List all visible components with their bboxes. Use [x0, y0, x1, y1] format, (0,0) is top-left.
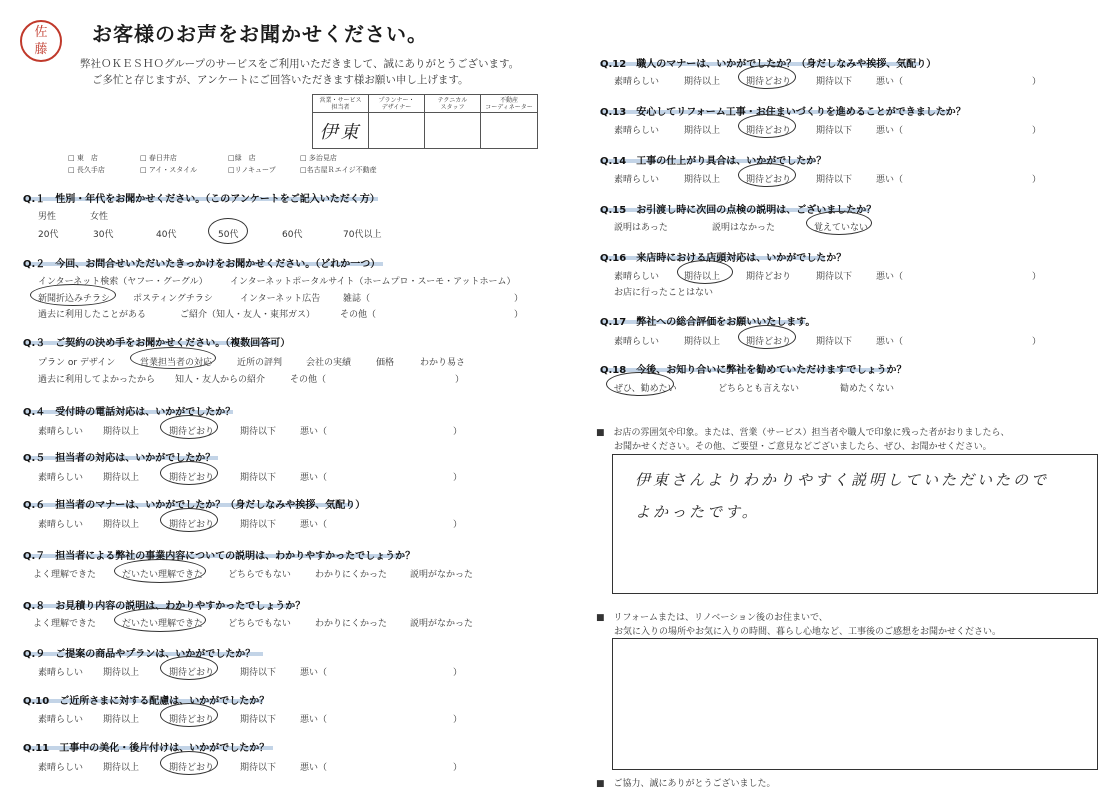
q10-opt-below[interactable]: 期待以下 [240, 715, 277, 725]
q10-opt-great[interactable]: 素晴らしい [38, 715, 84, 725]
q5-opt-expected[interactable]: 期待どおり [169, 473, 215, 483]
q12-opt-bad[interactable]: 悪い（ [876, 77, 904, 87]
q6-opt-above[interactable]: 期待以上 [103, 520, 140, 530]
q10-opt-close: ） [453, 715, 463, 725]
q4-opt-below[interactable]: 期待以下 [240, 427, 277, 437]
q2-portal[interactable]: インターネットポータルサイト（ホームプロ・スーモ・アットホーム） [230, 277, 516, 287]
q3-sales[interactable]: 営業担当者の対応 [140, 358, 213, 368]
q12-opt-above[interactable]: 期待以上 [684, 77, 721, 87]
comment2-prompt-1: ■ リフォームまたは、リノベーション後のお住まいで、 [596, 613, 828, 623]
q5-opt-close: ） [453, 473, 463, 483]
q17-opt-below[interactable]: 期待以下 [816, 337, 853, 347]
q3-selected-circle [130, 347, 216, 369]
q3-reputation[interactable]: 近所の評判 [237, 358, 283, 368]
q14-opt-bad[interactable]: 悪い（ [876, 175, 904, 185]
store-nagoya-r[interactable]: □名古屋Ｒエイジ不動産 [300, 166, 377, 174]
store-kasugai[interactable]: □ 春日井店 [140, 154, 177, 162]
q1-age-20s[interactable]: 20代 [38, 230, 59, 240]
q4-opt-bad[interactable]: 悪い（ [300, 427, 328, 437]
q12-opt-expected[interactable]: 期待どおり [746, 77, 792, 87]
q4-opt-great[interactable]: 素晴らしい [38, 427, 84, 437]
comment2-prompt-2: お気に入りの場所やお気に入りの時間、暮らし心地など、工事後のご感想をお聞かせください。 [614, 627, 1002, 637]
stamp-text: 佐藤 [34, 25, 48, 57]
q10-opt-bad[interactable]: 悪い（ [300, 715, 328, 725]
stamp-seal [20, 20, 62, 62]
q14-selected-circle [738, 163, 796, 187]
q1-age-70s[interactable]: 70代以上 [343, 230, 382, 240]
q12-opt-close: ） [1032, 77, 1042, 87]
q18-opt-neutral[interactable]: どちらとも言えない [718, 384, 800, 394]
q16-opt-never[interactable]: お店に行ったことはない [614, 288, 714, 298]
q15-selected-circle [806, 211, 872, 235]
q14-opt-below[interactable]: 期待以下 [816, 175, 853, 185]
q1-age-60s[interactable]: 60代 [282, 230, 303, 240]
q4-selected-circle [160, 415, 218, 439]
q13-opt-great[interactable]: 素晴らしい [614, 126, 660, 136]
q18-opt-no[interactable]: 勧めたくない [840, 384, 895, 394]
q1-selected-circle [208, 218, 248, 244]
comment1-prompt-1: ■ お店の雰囲気や印象。または、営業（サービス）担当者や職人で印象に残った者がおりましたら、 [596, 428, 1010, 438]
q14-opt-expected[interactable]: 期待どおり [746, 175, 792, 185]
q9-opt-above[interactable]: 期待以上 [103, 668, 140, 678]
sales-staff-name[interactable]: 伊東 [319, 121, 362, 143]
q15-label: Q.15 お引渡し時に次回の点検の説明は、ございましたか？ [600, 205, 877, 216]
q12-opt-great[interactable]: 素晴らしい [614, 77, 660, 87]
q8-opt-hard[interactable]: わかりにくかった [315, 619, 388, 629]
q4-opt-expected[interactable]: 期待どおり [169, 427, 215, 437]
comment1-textarea[interactable] [612, 454, 1098, 594]
q7-selected-circle [114, 559, 206, 583]
q2-other-close: ） [514, 310, 524, 320]
q5-opt-great[interactable]: 素晴らしい [38, 473, 84, 483]
q2-label: Q.２ 今回、お問合せいただいたきっかけをお聞かせください。（どれか一つ） [23, 259, 381, 270]
q11-selected-circle [160, 751, 218, 775]
q12-selected-circle [738, 65, 796, 89]
q3-friend[interactable]: 知人・友人からの紹介 [175, 375, 266, 385]
q2-selected-circle [30, 284, 116, 306]
q9-opt-below[interactable]: 期待以下 [240, 668, 277, 678]
q17-opt-expected[interactable]: 期待どおり [746, 337, 792, 347]
q9-selected-circle [160, 656, 218, 680]
q17-label: Q.17 弊社への総合評価をお願いいたします。 [600, 317, 816, 328]
q15-opt-no[interactable]: 説明はなかった [712, 223, 776, 233]
q7-opt-neutral[interactable]: どちらでもない [228, 570, 291, 580]
q6-opt-bad[interactable]: 悪い（ [300, 520, 328, 530]
q17-opt-great[interactable]: 素晴らしい [614, 337, 660, 347]
q16-selected-circle [677, 260, 733, 284]
q11-opt-close: ） [453, 763, 463, 773]
store-east[interactable]: □ 東 店 [68, 154, 98, 162]
comment1-handwriting-2: よかったです。 [635, 503, 760, 521]
q3-other-close: ） [455, 375, 465, 385]
q11-opt-expected[interactable]: 期待どおり [169, 763, 215, 773]
staff-header-realestate: 不動産 コーディネーター [485, 96, 533, 111]
q13-opt-below[interactable]: 期待以下 [816, 126, 853, 136]
q4-label: Q.４ 受付時の電話対応は、いかがでしたか？ [23, 407, 236, 418]
q2-past[interactable]: 過去に利用したことがある [38, 310, 147, 320]
q1-label: Q.１ 性別・年代をお聞かせください。（このアンケートをご記入いただく方） [23, 194, 380, 205]
q18-selected-circle [606, 372, 674, 396]
q2-search[interactable]: インターネット検索（ヤフー・グーグル） [38, 277, 208, 287]
q3-price[interactable]: 価格 [376, 358, 395, 368]
q17-opt-close: ） [1032, 337, 1042, 347]
q3-other[interactable]: その他（ [290, 375, 327, 385]
q6-opt-close: ） [453, 520, 463, 530]
q14-opt-great[interactable]: 素晴らしい [614, 175, 660, 185]
q9-opt-expected[interactable]: 期待どおり [169, 668, 215, 678]
store-nagakute[interactable]: □ 長久手店 [68, 166, 105, 174]
q16-opt-bad[interactable]: 悪い（ [876, 272, 904, 282]
technical-cell[interactable] [425, 113, 481, 149]
footer-thanks: ■ ご協力、誠にありがとうございました。 [596, 779, 776, 789]
q7-opt-mostly[interactable]: だいたい理解できた [122, 570, 204, 580]
q16-opt-great[interactable]: 素晴らしい [614, 272, 660, 282]
q11-opt-bad[interactable]: 悪い（ [300, 763, 328, 773]
q6-opt-below[interactable]: 期待以下 [240, 520, 277, 530]
staff-header-sales: 営業・サービス 担当者 [319, 96, 362, 111]
q3-past-good[interactable]: 過去に利用してよかったから [38, 375, 156, 385]
q14-opt-close: ） [1032, 175, 1042, 185]
q1-age-50s[interactable]: 50代 [218, 230, 239, 240]
q7-opt-understood[interactable]: よく理解できた [33, 570, 97, 580]
q16-opt-above[interactable]: 期待以上 [684, 272, 721, 282]
store-tajimi[interactable]: □ 多治見店 [300, 154, 337, 162]
q2-flyer[interactable]: 新聞折込みチラシ [38, 294, 111, 304]
q7-opt-none[interactable]: 説明がなかった [410, 570, 474, 580]
q16-opt-close: ） [1032, 272, 1042, 282]
q14-opt-above[interactable]: 期待以上 [684, 175, 721, 185]
q14-label: Q.14 工事の仕上がり具合は、いかがでしたか？ [600, 156, 827, 167]
q3-record[interactable]: 会社の実績 [306, 358, 352, 368]
q13-selected-circle [738, 114, 796, 138]
q3-plan[interactable]: プラン or デザイン [38, 358, 116, 368]
q7-opt-hard[interactable]: わかりにくかった [315, 570, 388, 580]
q7-label: Q.７ 担当者による弊社の事業内容についての説明は、わかりやすかったでしょうか？ [23, 551, 416, 562]
page-title: お客様のお声をお聞かせください。 [92, 22, 428, 46]
q10-opt-above[interactable]: 期待以上 [103, 715, 140, 725]
q12-label: Q.12 職人のマナーは、いかがでしたか？（身だしなみや挨拶、気配り） [600, 59, 937, 70]
q2-referral[interactable]: ご紹介（知人・友人・東邦ガス） [180, 310, 316, 320]
q13-label: Q.13 安心してリフォーム工事・お住まいづくりを進めることができましたか？ [600, 107, 966, 118]
q10-selected-circle [160, 703, 218, 727]
q11-opt-below[interactable]: 期待以下 [240, 763, 277, 773]
q13-opt-bad[interactable]: 悪い（ [876, 126, 904, 136]
q11-label: Q.11 工事中の美化・後片付けは、いかがでしたか？ [23, 743, 270, 754]
q4-opt-close: ） [453, 427, 463, 437]
q2-magazine[interactable]: 雑誌（ [343, 294, 371, 304]
q1-age-40s[interactable]: 40代 [156, 230, 177, 240]
q6-label: Q.６ 担当者のマナーは、いかがでしたか？（身だしなみや挨拶、気配り） [23, 500, 366, 511]
q9-label: Q.９ ご提案の商品やプランは、いかがでしたか？ [23, 649, 256, 660]
q5-opt-below[interactable]: 期待以下 [240, 473, 277, 483]
staff-header-planner: プランナー・ デザイナー [378, 96, 415, 111]
realestate-cell[interactable] [481, 113, 538, 149]
q9-opt-bad[interactable]: 悪い（ [300, 668, 328, 678]
q16-opt-expected[interactable]: 期待どおり [746, 272, 792, 282]
q5-opt-bad[interactable]: 悪い（ [300, 473, 328, 483]
store-istyle[interactable]: □ アイ・スタイル [140, 166, 198, 174]
q3-label: Q.３ ご契約の決め手をお聞かせください。（複数回答可） [23, 338, 291, 349]
q17-opt-bad[interactable]: 悪い（ [876, 337, 904, 347]
q12-opt-below[interactable]: 期待以下 [816, 77, 853, 87]
comment1-handwriting-1: 伊東さんよりわかりやすく説明していただいたので [635, 471, 1050, 489]
q9-opt-great[interactable]: 素晴らしい [38, 668, 84, 678]
staff-header-technical: テクニカル スタッフ [437, 96, 468, 111]
q8-opt-neutral[interactable]: どちらでもない [228, 619, 291, 629]
intro-line-2: ご多忙と存じますが、アンケートにご回答いただきます様お願い申し上げます。 [92, 74, 469, 86]
q10-label: Q.10 ご近所さまに対する配慮は、いかがでしたか？ [23, 696, 270, 707]
q8-opt-understood[interactable]: よく理解できた [33, 619, 97, 629]
q8-selected-circle [114, 608, 206, 632]
q2-web-ad[interactable]: インターネット広告 [240, 294, 321, 304]
comment1-prompt-2: お聞かせください。その他、ご要望・ご意見などございましたら、ぜひ、お聞かせください。 [614, 442, 992, 452]
q8-opt-mostly[interactable]: だいたい理解できた [122, 619, 204, 629]
q18-opt-yes[interactable]: ぜひ、勧めたい [614, 384, 677, 394]
q4-opt-above[interactable]: 期待以上 [103, 427, 140, 437]
intro-line-1: 弊社ＯＫＥＳＨＯグループのサービスをご利用いただきまして、誠にありがとうございます。 [80, 58, 520, 70]
q18-label: Q.18 今後、お知り合いに弊社を勧めていただけますでしょうか？ [600, 365, 907, 376]
q10-opt-expected[interactable]: 期待どおり [169, 715, 215, 725]
comment2-textarea[interactable] [612, 638, 1098, 770]
store-midori[interactable]: □緑 店 [228, 154, 256, 162]
q5-selected-circle [160, 461, 218, 485]
q15-opt-dontremember[interactable]: 覚えていない [814, 223, 869, 233]
q16-label: Q.16 来店時における店頭対応は、いかがでしたか？ [600, 253, 847, 264]
q13-opt-above[interactable]: 期待以上 [684, 126, 721, 136]
q9-opt-close: ） [453, 668, 463, 678]
q13-opt-expected[interactable]: 期待どおり [746, 126, 792, 136]
planner-cell[interactable] [369, 113, 425, 149]
q15-opt-yes[interactable]: 説明はあった [614, 223, 668, 233]
q3-clarity[interactable]: わかり易さ [420, 358, 466, 368]
q2-magazine-close: ） [514, 294, 524, 304]
q6-selected-circle [160, 508, 218, 532]
q1-age-30s[interactable]: 30代 [93, 230, 114, 240]
q8-label: Q.８ お見積り内容の説明は、わかりやすかったでしょうか？ [23, 601, 306, 612]
q17-selected-circle [738, 325, 796, 349]
q11-opt-above[interactable]: 期待以上 [103, 763, 140, 773]
store-renocube[interactable]: □リノキューブ [228, 166, 276, 174]
q11-opt-great[interactable]: 素晴らしい [38, 763, 84, 773]
q6-opt-great[interactable]: 素晴らしい [38, 520, 84, 530]
q2-other[interactable]: その他（ [340, 310, 377, 320]
q16-opt-below[interactable]: 期待以下 [816, 272, 853, 282]
staff-table [312, 94, 538, 149]
q8-opt-none[interactable]: 説明がなかった [410, 619, 474, 629]
q13-opt-close: ） [1032, 126, 1042, 136]
q1-female[interactable]: 女性 [90, 212, 109, 222]
q1-male[interactable]: 男性 [38, 212, 57, 222]
q17-opt-above[interactable]: 期待以上 [684, 337, 721, 347]
q2-posting[interactable]: ポスティングチラシ [133, 294, 213, 304]
q5-opt-above[interactable]: 期待以上 [103, 473, 140, 483]
q6-opt-expected[interactable]: 期待どおり [169, 520, 215, 530]
q5-label: Q.５ 担当者の対応は、いかがでしたか？ [23, 453, 216, 464]
